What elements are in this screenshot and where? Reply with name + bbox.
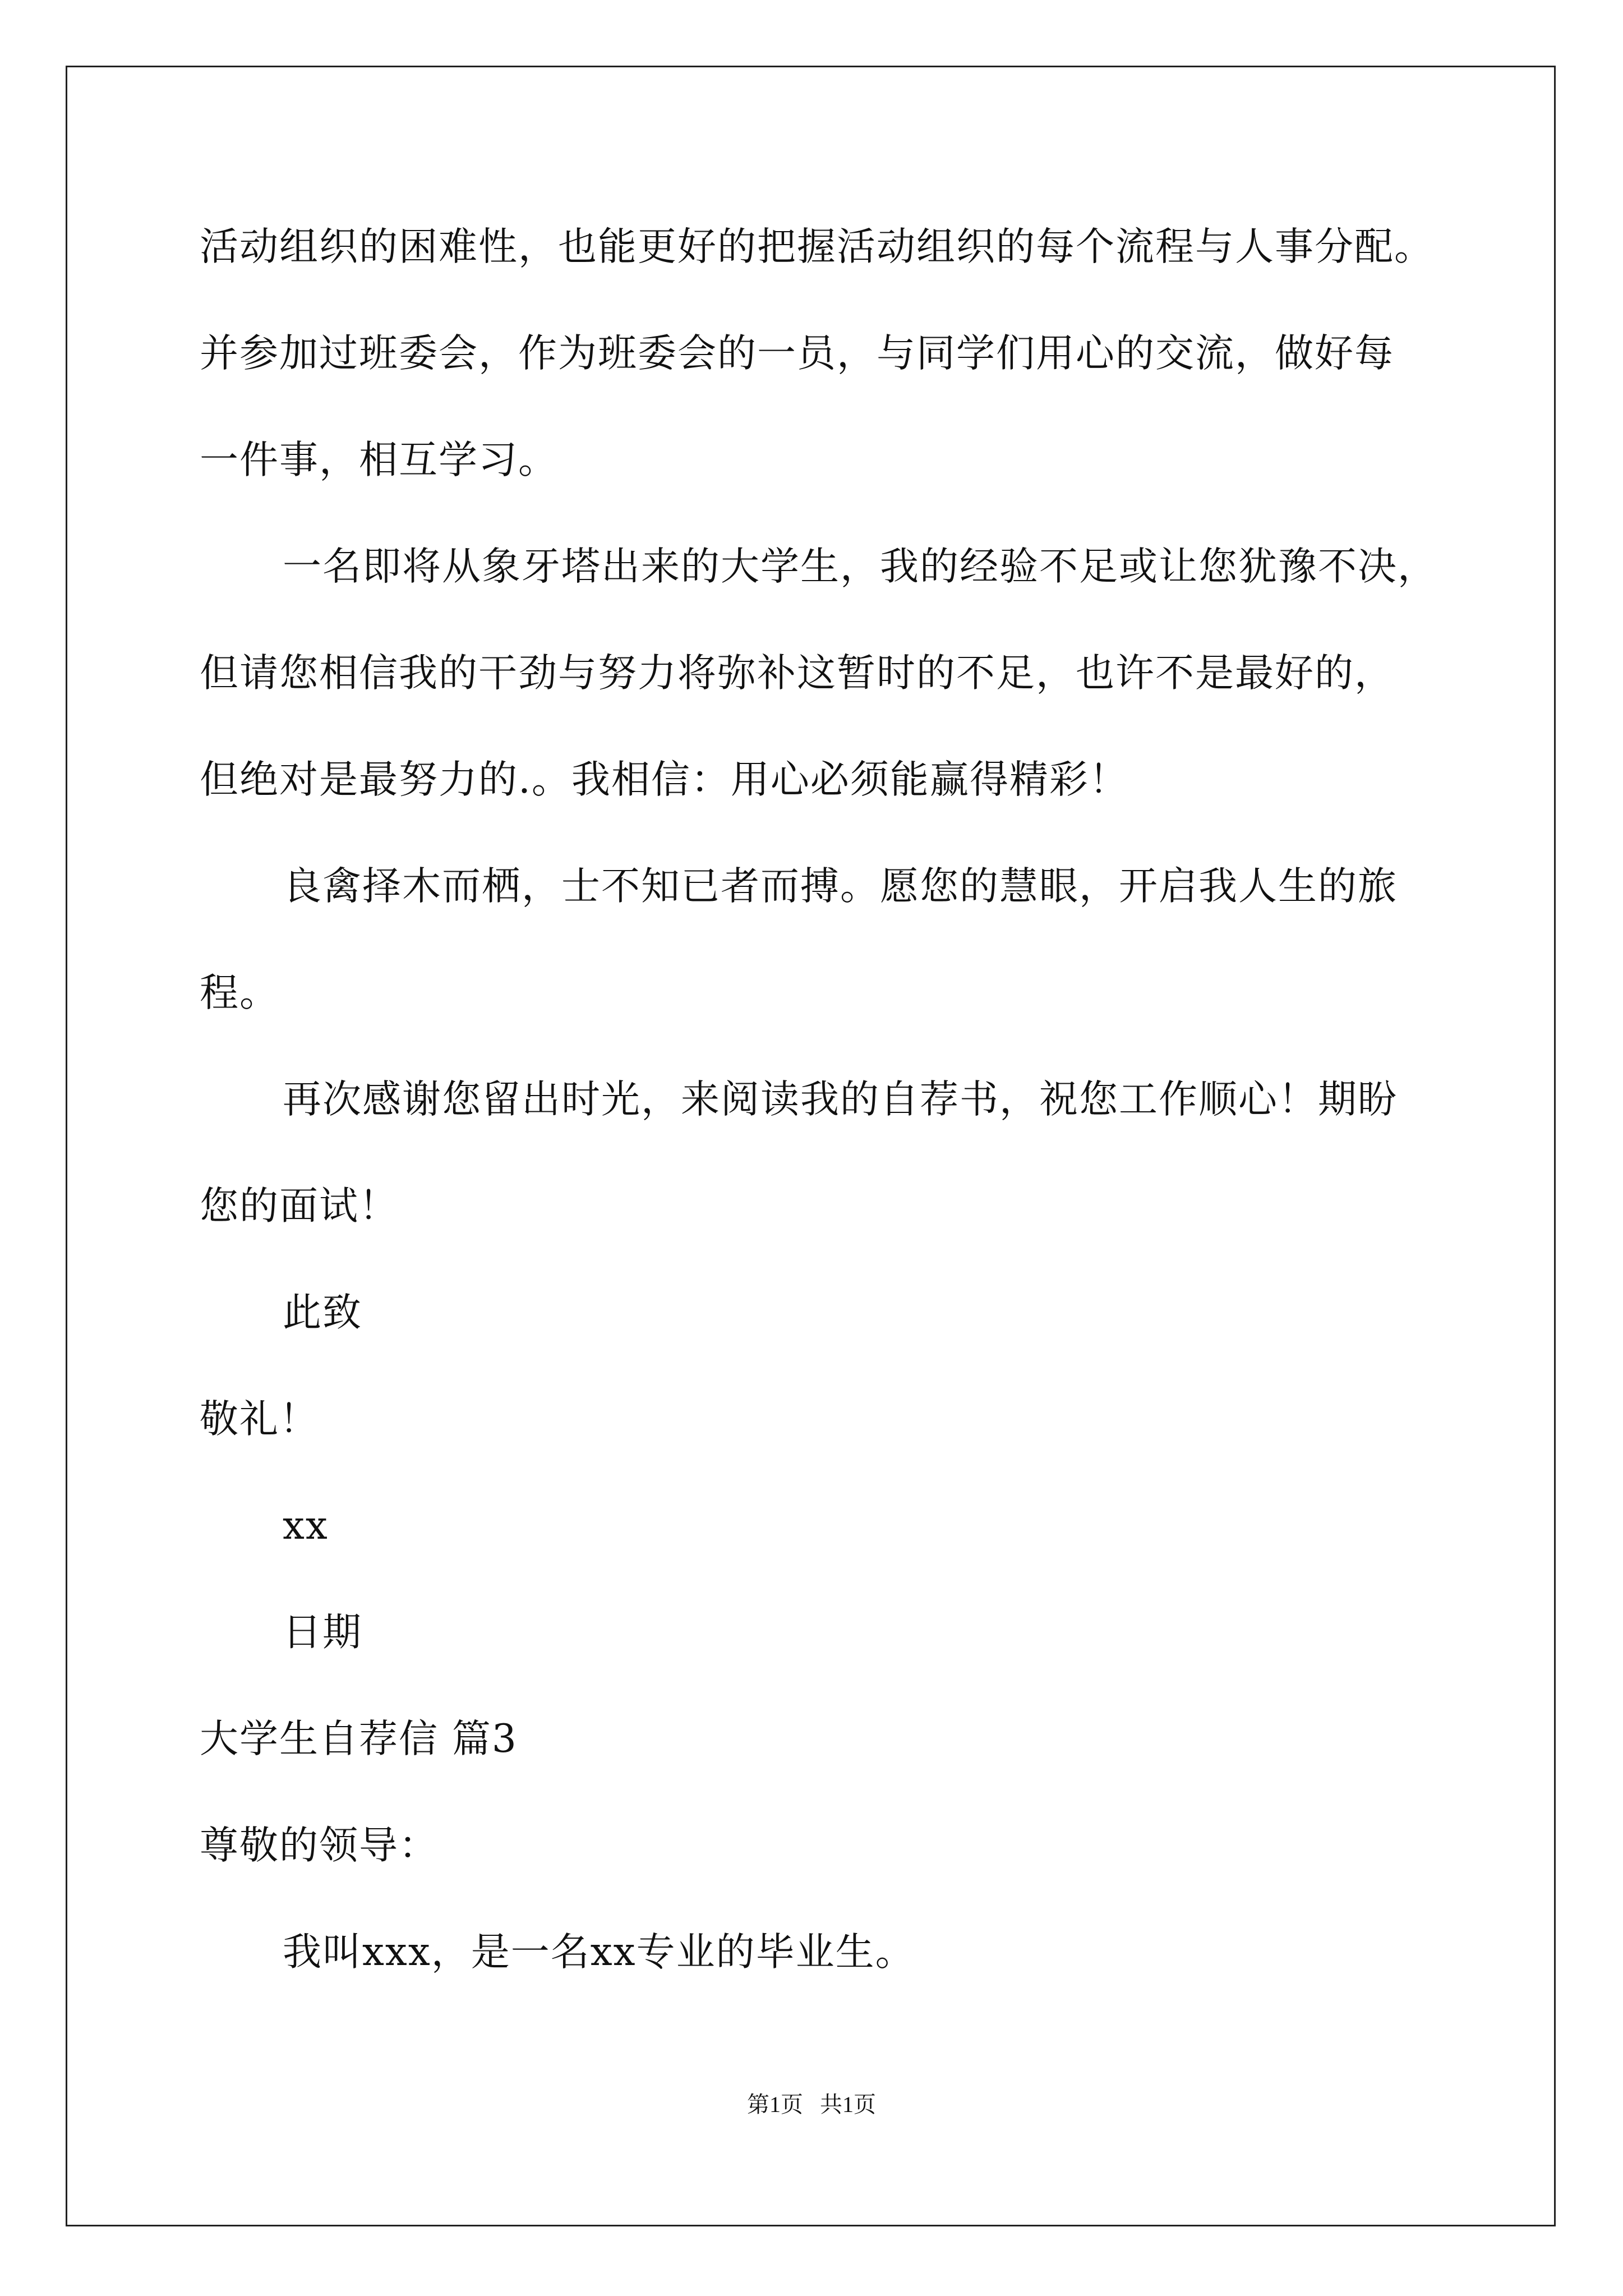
page-number: 第1页 共1页 — [747, 2092, 876, 2117]
text-line: 良禽择木而栖，士不知已者而搏。愿您的慧眼，开启我人生的旅 — [283, 864, 1398, 909]
text-line: 您的面试！ — [200, 1184, 399, 1228]
section-heading: 大学生自荐信 篇3 — [200, 1717, 518, 1761]
text-line: 并参加过班委会，作为班委会的一员，与同学们用心的交流，做好每 — [200, 331, 1394, 376]
text-line: 程。 — [200, 970, 279, 1015]
closing-salutation: 此致 — [283, 1290, 362, 1335]
text-line: 但绝对是最努力的.。我相信：用心必须能赢得精彩！ — [200, 757, 1129, 802]
signature-name: xx — [283, 1503, 329, 1548]
text-line: 一件事，相互学习。 — [200, 438, 558, 482]
closing-regards: 敬礼！ — [200, 1397, 319, 1442]
text-line: 我叫xxx，是一名xx专业的毕业生。 — [283, 1930, 915, 1975]
text-line: 但请您相信我的干劲与努力将弥补这暂时的不足，也许不是最好的， — [200, 651, 1394, 696]
text-line: 再次感谢您留出时光，来阅读我的自荐书，祝您工作顺心！期盼 — [283, 1077, 1398, 1122]
letter-body — [200, 219, 1456, 2031]
text-line: 活动组织的困难性，也能更好的把握活动组织的每个流程与人事分配。 — [200, 224, 1434, 269]
greeting: 尊敬的领导： — [200, 1823, 439, 1868]
signature-date: 日期 — [283, 1610, 362, 1655]
text-line: 一名即将从象牙塔出来的大学生，我的经验不足或让您犹豫不决， — [283, 544, 1437, 589]
